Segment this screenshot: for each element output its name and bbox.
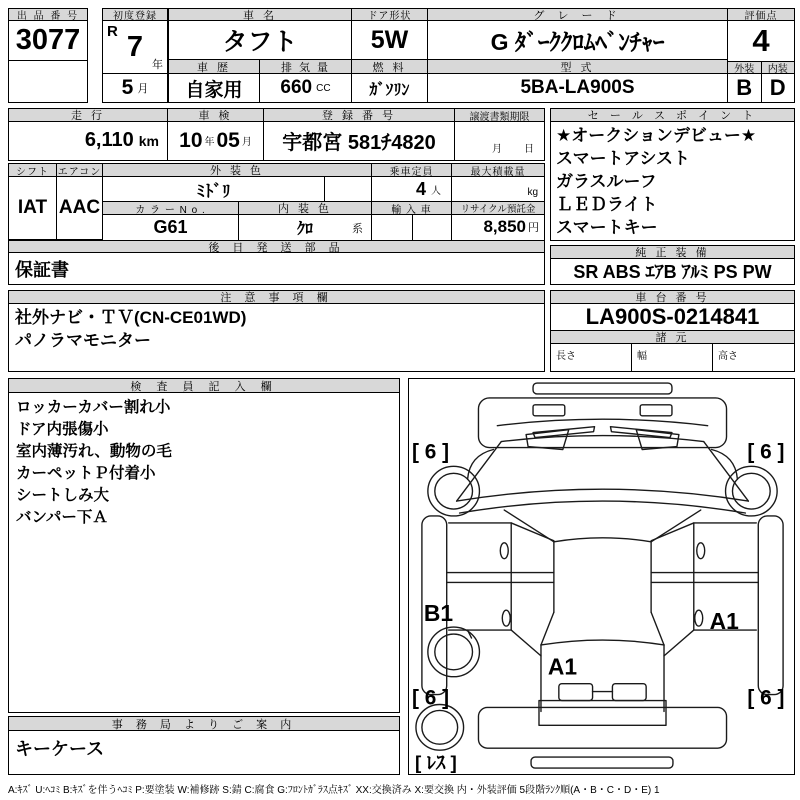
notes-body xyxy=(8,303,545,373)
ext-color-value: ﾐﾄﾞﾘ xyxy=(102,176,325,203)
inspector-line: シートしみ大 xyxy=(16,486,110,504)
first-reg-year: 7 xyxy=(126,30,144,63)
displacement-value-cell xyxy=(259,73,352,103)
spare-tire-label: [ ﾚｽ ] xyxy=(414,751,457,773)
import-car-label: 輸 入 車 xyxy=(371,201,452,215)
first-reg-lower-cell xyxy=(102,73,168,103)
inspection-month-unit: 月 xyxy=(241,137,252,148)
sales-point-item: ガラスルーフ xyxy=(556,171,657,191)
damage-mark-center: A1 xyxy=(547,653,577,680)
int-color-suffix: 系 xyxy=(352,222,363,235)
car-outline xyxy=(415,383,782,768)
car-name-value: タフト xyxy=(168,20,352,61)
chassis-value: LA900S-0214841 xyxy=(550,303,795,332)
transfer-month-unit: 月 xyxy=(492,143,502,155)
shift-value: IAT xyxy=(8,176,57,241)
spec-width-cell: 幅 xyxy=(631,343,713,373)
inspection-year-unit: 年 xyxy=(204,137,215,148)
chassis-label: 車 台 番 号 xyxy=(550,290,795,304)
inspection-label: 車 検 xyxy=(167,108,264,122)
transfer-day-unit: 日 xyxy=(524,143,534,155)
first-reg-month-unit: 月 xyxy=(137,83,149,95)
int-color-label: 内 装 色 xyxy=(238,201,372,215)
inspector-line: バンパー下Ａ xyxy=(16,508,108,526)
inspector-label: 検 査 員 記 入 欄 xyxy=(8,378,400,393)
mileage-value-cell xyxy=(8,121,168,161)
int-color-value: ｸﾛ xyxy=(296,220,313,238)
sales-point-item: ＬＥＤライト xyxy=(556,194,658,214)
interior-value: D xyxy=(761,73,796,103)
first-reg-year-unit: 年 xyxy=(152,58,163,71)
reg-no-label: 登 録 番 号 xyxy=(263,108,455,122)
recycle-unit: 円 xyxy=(528,222,539,234)
model-code-label: 型 式 xyxy=(427,59,728,74)
inspection-value-cell xyxy=(167,121,264,161)
displacement-value: 660 xyxy=(280,77,313,98)
door-shape-label: ドア形状 xyxy=(351,8,428,21)
first-reg-month: 5 xyxy=(121,76,134,99)
import-car-cell-2 xyxy=(412,214,452,241)
color-no-value: G61 xyxy=(102,214,239,241)
inspector-line: カーペットＰ付着小 xyxy=(16,464,156,482)
auction-no-label: 出 品 番 号 xyxy=(8,8,88,21)
tire-label-front-right: [ 6 ] xyxy=(746,439,784,463)
office-value: キーケース xyxy=(8,730,400,776)
later-parts-value: 保証書 xyxy=(8,252,545,285)
int-color-value-cell xyxy=(238,214,372,241)
office-label: 事 務 局 よ り ご 案 内 xyxy=(8,716,400,731)
first-reg-upper-cell xyxy=(102,20,168,75)
ext-color-label: 外 装 色 xyxy=(102,163,372,177)
exterior-value: B xyxy=(727,73,762,103)
transfer-deadline-label: 譲渡書類期限 xyxy=(454,108,545,122)
spec-length-cell: 長さ xyxy=(550,343,632,373)
tire-label-front-left: [ 6 ] xyxy=(411,439,449,463)
capacity-label: 乗車定員 xyxy=(371,163,452,177)
exterior-label: 外装 xyxy=(727,61,762,75)
first-reg-label: 初度登録 xyxy=(102,8,168,21)
sales-point-item: スマートアシスト xyxy=(556,148,690,168)
sales-point-item: スマートキー xyxy=(556,217,658,237)
inspector-body xyxy=(8,392,400,713)
door-shape-value: 5W xyxy=(351,20,428,61)
mileage-unit: km xyxy=(138,132,159,149)
import-car-cell-1 xyxy=(371,214,413,241)
capacity-value-cell xyxy=(371,176,452,203)
capacity-value: 4 xyxy=(415,178,426,199)
car-name-label: 車 名 xyxy=(168,8,352,21)
auction-no-empty-cell xyxy=(8,60,88,103)
first-reg-era: R xyxy=(107,22,118,40)
history-label: 車 歴 xyxy=(168,59,260,74)
equipment-label: 純 正 装 備 xyxy=(550,245,795,259)
car-diagram xyxy=(410,380,794,774)
history-value: 自家用 xyxy=(168,73,260,103)
equipment-value: SR ABS ｴｱB ｱﾙﾐ PS PW xyxy=(550,258,795,285)
aircon-label: エアコン xyxy=(56,163,103,177)
displacement-unit: CC xyxy=(316,82,331,94)
max-load-label: 最大積載量 xyxy=(451,163,545,177)
reg-no-value: 宇都宮 581ﾁ4820 xyxy=(263,121,455,161)
transfer-deadline-cell xyxy=(454,121,545,161)
ext-color-empty-cell xyxy=(324,176,372,203)
shift-label: シフト xyxy=(8,163,57,177)
later-parts-label: 後 日 発 送 部 品 xyxy=(8,240,545,254)
damage-mark-right: A1 xyxy=(709,607,739,634)
score-value: 4 xyxy=(727,20,795,62)
sales-points-label: セ ー ル ス ポ イ ン ト xyxy=(550,108,795,122)
car-diagram-panel xyxy=(408,378,795,775)
damage-code-legend: A:ｷｽﾞ U:ﾍｺﾐ B:ｷｽﾞを伴うﾍｺﾐ P:要塗装 W:補修跡 S:錆 C:腐食 G:ﾌﾛﾝﾄｶﾞﾗｽ点ｷｽﾞ XX:交換済み X:要交換 内・外装評価 5段階ﾗﾝｸ順(A・B・C・D・E) 1 xyxy=(8,785,660,796)
mileage-label: 走 行 xyxy=(8,108,168,122)
spec-height-cell: 高さ xyxy=(712,343,795,373)
inspector-line: ドア内張傷小 xyxy=(16,420,109,438)
note-line: パノラマモニター xyxy=(15,330,151,350)
note-line: 社外ナビ・ＴＶ(CN-CE01WD) xyxy=(15,307,247,327)
sales-points-list xyxy=(550,121,795,241)
recycle-label: リサイクル預託金 xyxy=(451,201,545,215)
aircon-value: AAC xyxy=(56,176,103,241)
auction-no-value: 3077 xyxy=(8,20,88,62)
notes-label: 注 意 事 項 欄 xyxy=(8,290,545,304)
grade-label: グ レ ー ド xyxy=(427,8,728,21)
damage-mark-left: B1 xyxy=(423,599,453,626)
inspector-line: 室内薄汚れ、動物の毛 xyxy=(16,442,172,460)
capacity-unit: 人 xyxy=(431,185,441,197)
sales-point-item: ★オークションデビュー★ xyxy=(556,125,757,145)
inspection-year: 10 xyxy=(179,128,203,152)
color-no-label: カ ラ ー N o . xyxy=(102,201,239,215)
score-label: 評価点 xyxy=(727,8,795,21)
recycle-value-cell xyxy=(451,214,545,241)
fuel-label: 燃 料 xyxy=(351,59,428,74)
mileage-value: 6,110 xyxy=(84,129,134,151)
grade-value: G ﾀﾞｰｸｸﾛﾑﾍﾞﾝﾁｬｰ xyxy=(427,20,728,61)
recycle-value: 8,850 xyxy=(483,217,526,236)
fuel-value: ｶﾞｿﾘﾝ xyxy=(351,73,428,103)
model-code-value: 5BA-LA900S xyxy=(427,73,728,103)
tire-label-rear-right: [ 6 ] xyxy=(746,686,784,710)
inspector-line: ロッカーカバー割れ小 xyxy=(16,398,171,416)
max-load-value-cell: kg xyxy=(451,176,545,203)
inspection-month: 05 xyxy=(216,128,240,152)
interior-label: 内装 xyxy=(761,61,796,75)
tire-label-rear-left: [ 6 ] xyxy=(411,686,449,710)
specs-label: 諸 元 xyxy=(550,330,795,344)
displacement-label: 排 気 量 xyxy=(259,59,352,74)
